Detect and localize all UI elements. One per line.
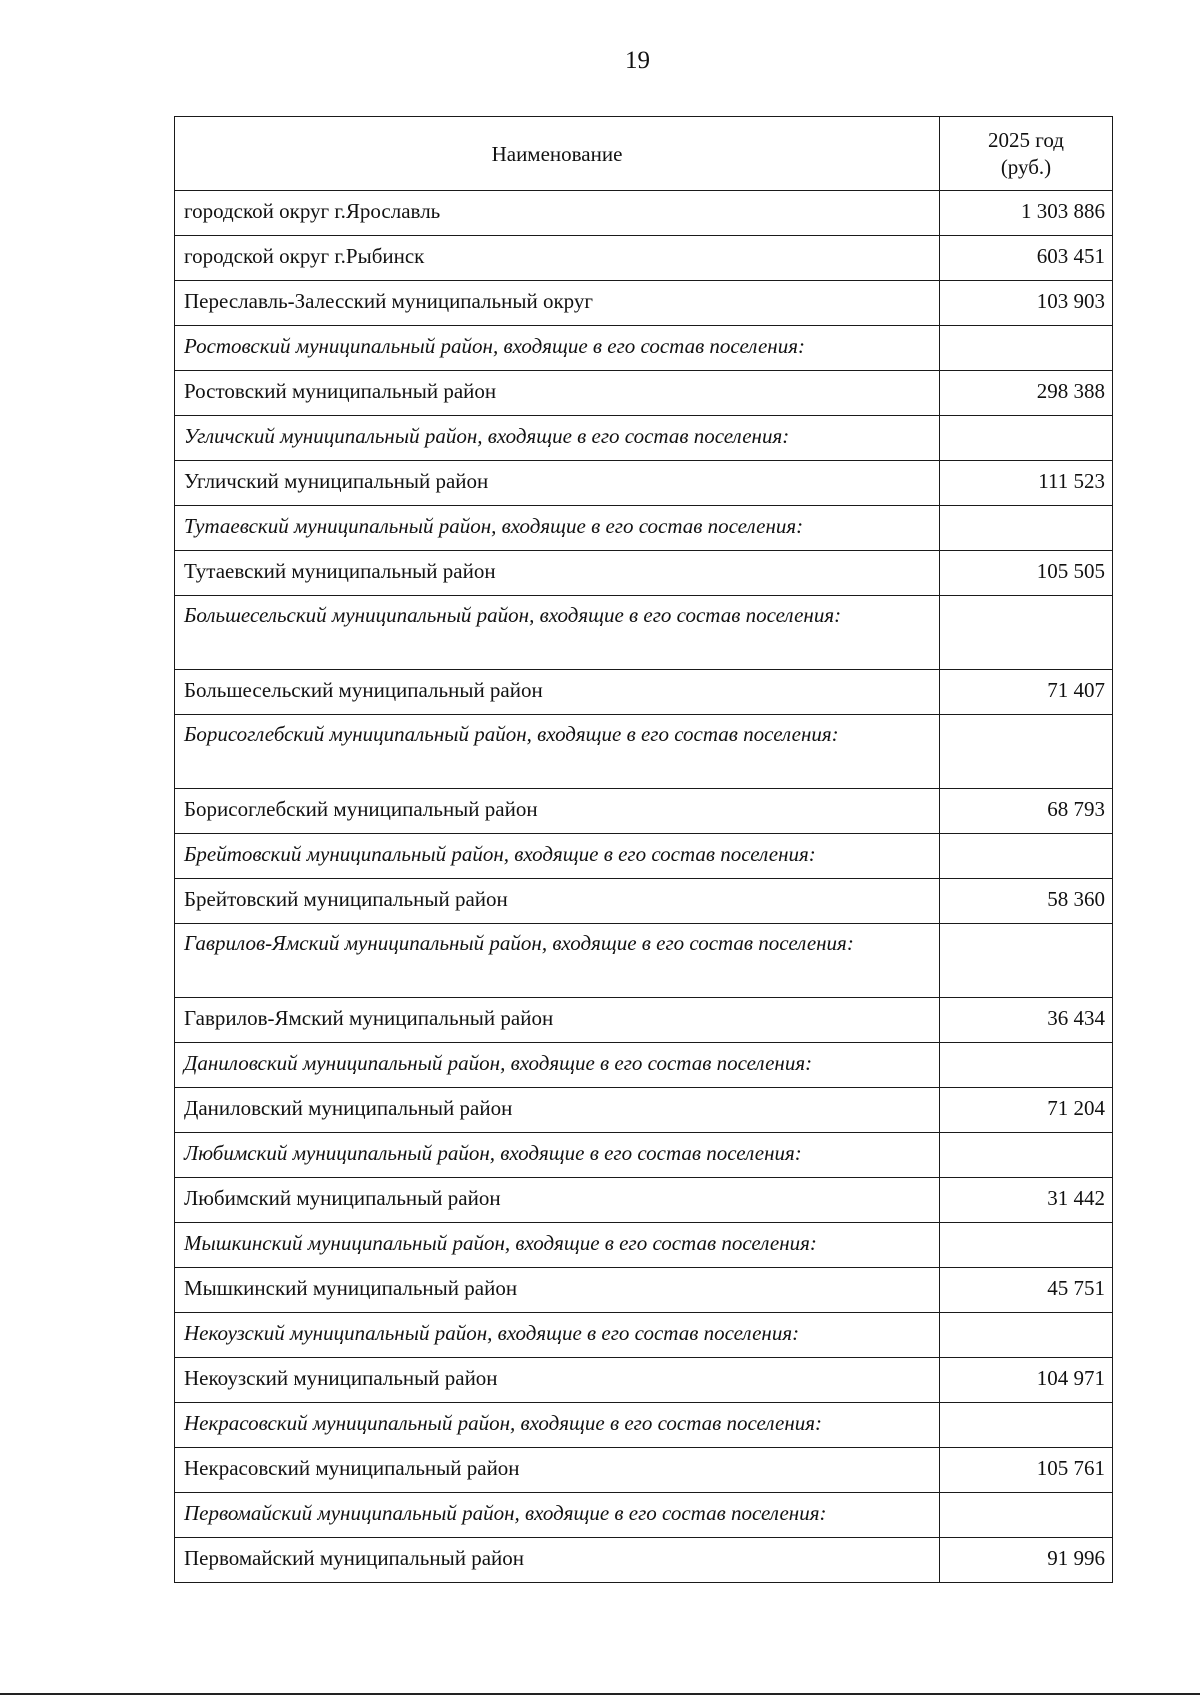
name-cell: Даниловский муниципальный район (175, 1088, 940, 1133)
value-cell: 103 903 (940, 281, 1113, 326)
value-cell: 298 388 (940, 371, 1113, 416)
group-heading-cell: Угличский муниципальный район, входящие в его состав поселения: (175, 416, 940, 461)
name-cell: Большесельский муниципальный район (175, 670, 940, 715)
table-group-row (175, 1403, 1113, 1448)
table-row (175, 281, 1113, 326)
name-cell: городской округ г.Рыбинск (175, 236, 940, 281)
value-cell: 105 761 (940, 1448, 1113, 1493)
table-group-row (175, 596, 1113, 670)
value-cell: 105 505 (940, 551, 1113, 596)
table-group-row (175, 924, 1113, 998)
table-group-row (175, 1133, 1113, 1178)
table-row (175, 1178, 1113, 1223)
value-cell: 603 451 (940, 236, 1113, 281)
table-group-row (175, 1313, 1113, 1358)
table-row (175, 1088, 1113, 1133)
table-group-row (175, 416, 1113, 461)
group-heading-cell: Тутаевский муниципальный район, входящие в его состав поселения: (175, 506, 940, 551)
name-cell: Первомайский муниципальный район (175, 1538, 940, 1583)
name-cell: Ростовский муниципальный район (175, 371, 940, 416)
table-row (175, 236, 1113, 281)
value-cell (940, 416, 1113, 461)
value-cell: 45 751 (940, 1268, 1113, 1313)
value-cell: 71 407 (940, 670, 1113, 715)
group-heading-cell: Первомайский муниципальный район, входящие в его состав поселения: (175, 1493, 940, 1538)
header-row (175, 117, 1113, 191)
name-cell: Переславль-Залесский муниципальный округ (175, 281, 940, 326)
value-cell (940, 834, 1113, 879)
value-cell (940, 1493, 1113, 1538)
group-heading-cell: Мышкинский муниципальный район, входящие в его состав поселения: (175, 1223, 940, 1268)
header-year-cell (940, 117, 1113, 191)
group-heading-cell: Некрасовский муниципальный район, входящие в его состав поселения: (175, 1403, 940, 1448)
header-year: 2025 год (988, 127, 1064, 152)
table-row (175, 551, 1113, 596)
table-row (175, 1268, 1113, 1313)
value-cell (940, 506, 1113, 551)
name-cell: Борисоглебский муниципальный район (175, 789, 940, 834)
name-cell: Гаврилов-Ямский муниципальный район (175, 998, 940, 1043)
value-cell (940, 1133, 1113, 1178)
value-cell: 1 303 886 (940, 191, 1113, 236)
name-cell: городской округ г.Ярославль (175, 191, 940, 236)
group-heading-cell: Даниловский муниципальный район, входящие в его состав поселения: (175, 1043, 940, 1088)
header-name: Наименование (175, 117, 940, 191)
name-cell: Угличский муниципальный район (175, 461, 940, 506)
table-row (175, 1448, 1113, 1493)
header-unit: (руб.) (1000, 154, 1052, 179)
group-heading-cell: Брейтовский муниципальный район, входящие в его состав поселения: (175, 834, 940, 879)
value-cell (940, 715, 1113, 789)
page-number: 19 (625, 47, 650, 74)
value-cell: 104 971 (940, 1358, 1113, 1403)
table-body (175, 191, 1113, 1583)
name-cell: Тутаевский муниципальный район (175, 551, 940, 596)
table-group-row (175, 506, 1113, 551)
table-group-row (175, 326, 1113, 371)
value-cell (940, 326, 1113, 371)
table-row (175, 1538, 1113, 1583)
table-row (175, 371, 1113, 416)
value-cell (940, 1313, 1113, 1358)
value-cell: 111 523 (940, 461, 1113, 506)
table-row (175, 461, 1113, 506)
value-cell (940, 924, 1113, 998)
table-row (175, 670, 1113, 715)
value-cell (940, 1403, 1113, 1448)
name-cell: Некоузский муниципальный район (175, 1358, 940, 1403)
table-group-row (175, 715, 1113, 789)
name-cell: Любимский муниципальный район (175, 1178, 940, 1223)
budget-table (174, 116, 1113, 1583)
table-row (175, 191, 1113, 236)
table-row (175, 879, 1113, 924)
group-heading-cell: Гаврилов-Ямский муниципальный район, входящие в его состав поселения: (175, 924, 940, 998)
name-cell: Брейтовский муниципальный район (175, 879, 940, 924)
group-heading-cell: Некоузский муниципальный район, входящие в его состав поселения: (175, 1313, 940, 1358)
table-row (175, 998, 1113, 1043)
table-header (175, 117, 1113, 191)
group-heading-cell: Любимский муниципальный район, входящие в его состав поселения: (175, 1133, 940, 1178)
value-cell (940, 596, 1113, 670)
table-group-row (175, 1043, 1113, 1088)
value-cell (940, 1223, 1113, 1268)
value-cell: 71 204 (940, 1088, 1113, 1133)
table-row (175, 1358, 1113, 1403)
value-cell: 68 793 (940, 789, 1113, 834)
value-cell: 91 996 (940, 1538, 1113, 1583)
bottom-rule (0, 1693, 1200, 1695)
name-cell: Мышкинский муниципальный район (175, 1268, 940, 1313)
value-cell (940, 1043, 1113, 1088)
group-heading-cell: Большесельский муниципальный район, входящие в его состав поселения: (175, 596, 940, 670)
table-group-row (175, 834, 1113, 879)
value-cell: 36 434 (940, 998, 1113, 1043)
table-group-row (175, 1223, 1113, 1268)
value-cell: 31 442 (940, 1178, 1113, 1223)
group-heading-cell: Борисоглебский муниципальный район, входящие в его состав поселения: (175, 715, 940, 789)
value-cell: 58 360 (940, 879, 1113, 924)
table-group-row (175, 1493, 1113, 1538)
name-cell: Некрасовский муниципальный район (175, 1448, 940, 1493)
group-heading-cell: Ростовский муниципальный район, входящие в его состав поселения: (175, 326, 940, 371)
table-row (175, 789, 1113, 834)
